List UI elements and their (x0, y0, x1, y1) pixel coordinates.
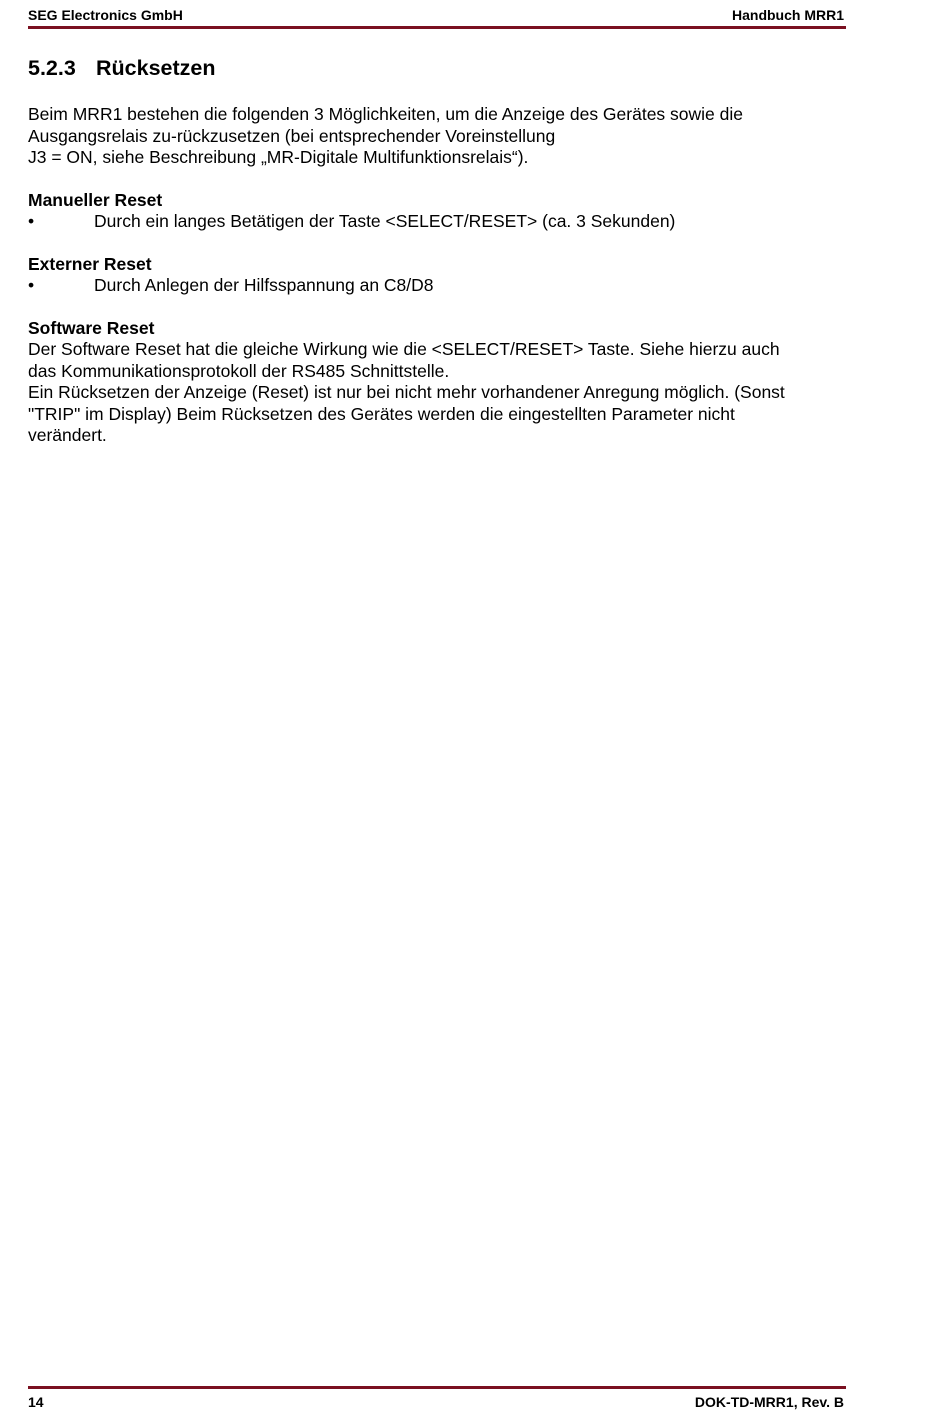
software-reset-line: "TRIP" im Display) Beim Rücksetzen des Gerätes werden die eingestellten Parameter nicht (28, 403, 735, 424)
section-number: 5.2.3 (28, 56, 76, 80)
external-reset-heading: Externer Reset (28, 253, 152, 274)
external-reset-bullet (28, 275, 848, 297)
page-number: 14 (28, 1394, 44, 1410)
intro-line: J3 = ON, siehe Beschreibung „MR-Digitale Multifunktionsrelais“). (28, 147, 529, 167)
intro-line: Ausgangsrelais zu-rückzusetzen (bei entsprechender Voreinstellung (28, 125, 556, 146)
document-id: DOK-TD-MRR1, Rev. B (694, 1394, 844, 1410)
manual-reset-bullet (28, 211, 848, 233)
page-content (28, 54, 848, 447)
company-name: SEG Electronics GmbH (28, 7, 183, 23)
software-reset-heading: Software Reset (28, 317, 155, 338)
software-reset-line: Ein Rücksetzen der Anzeige (Reset) ist nur bei nicht mehr vorhandener Anregung möglich. (Sonst (28, 382, 785, 402)
bullet-text: Durch Anlegen der Hilfsspannung an C8/D8 (94, 275, 434, 295)
bullet-icon: • (28, 275, 35, 295)
software-reset-line: verändert. (28, 425, 107, 445)
section-heading (28, 54, 848, 82)
software-reset-line: das Kommunikationsprotokoll der RS485 Schnittstelle. (28, 360, 450, 381)
page-header (28, 4, 846, 29)
intro-paragraph (28, 104, 848, 169)
bullet-icon: • (28, 211, 35, 231)
manual-title: Handbuch MRR1 (732, 7, 844, 23)
software-reset-line: Der Software Reset hat die gleiche Wirkung wie die <SELECT/RESET> Taste. Siehe hierzu auch (28, 339, 780, 359)
section-title: Rücksetzen (96, 56, 216, 80)
manual-reset-heading: Manueller Reset (28, 189, 163, 210)
page-footer (28, 1386, 846, 1410)
software-reset-paragraph (28, 339, 848, 447)
bullet-text: Durch ein langes Betätigen der Taste <SELECT/RESET> (ca. 3 Sekunden) (94, 211, 676, 231)
intro-line: Beim MRR1 bestehen die folgenden 3 Möglichkeiten, um die Anzeige des Gerätes sowie die (28, 104, 743, 124)
